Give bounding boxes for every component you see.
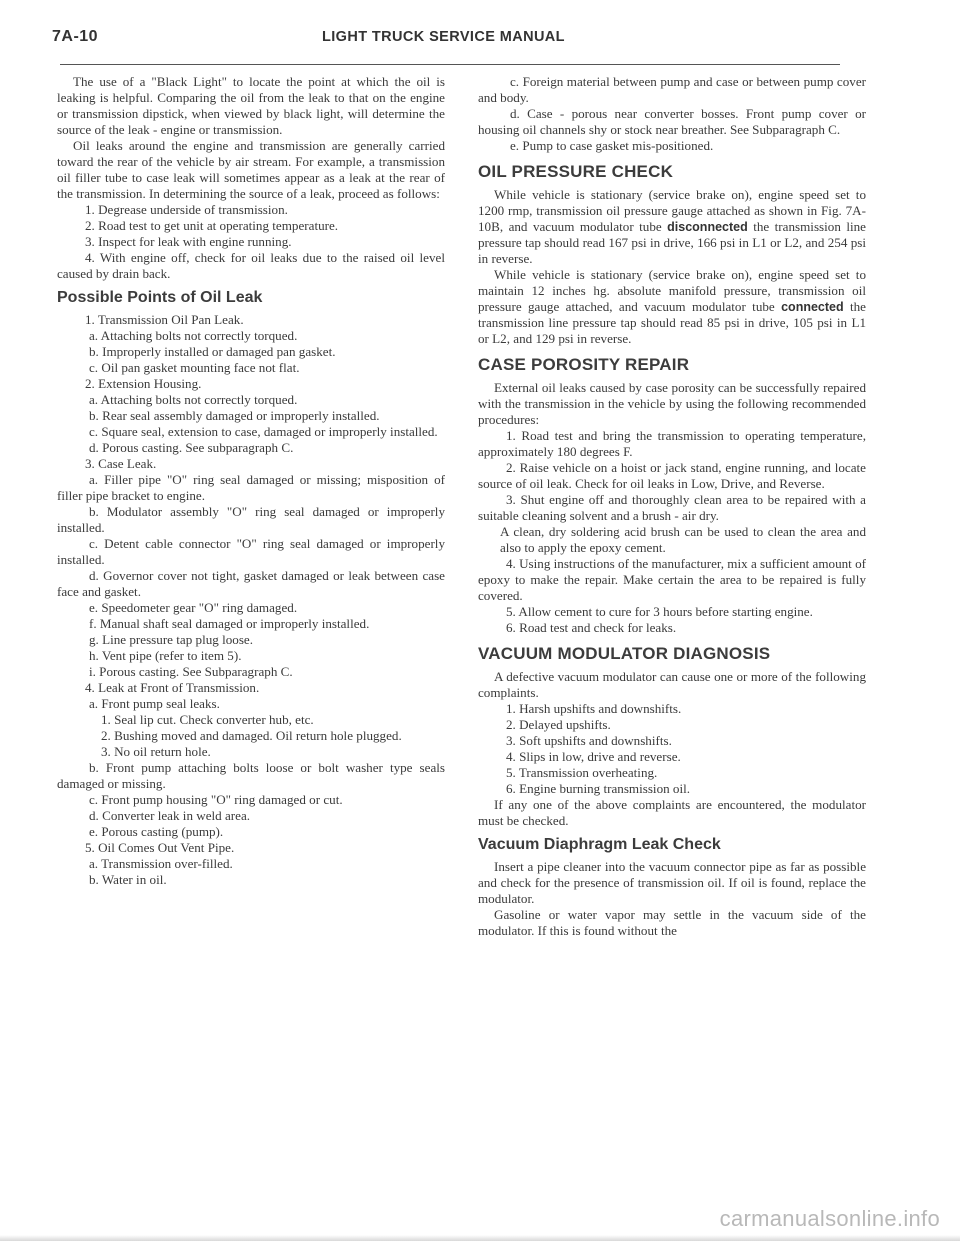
leak-cause: h. Vent pipe (refer to item 5). bbox=[89, 648, 242, 663]
leak-cause: b. Rear seal assembly damaged or improperly installed. bbox=[89, 408, 380, 423]
porosity-step: 4. Using instructions of the manufacturer, mix a sufficient amount of epoxy to make the repair. Make certain the area to be repaired is fully covered. bbox=[478, 556, 866, 603]
list-item: e. Pump to case gasket mis-positioned. bbox=[510, 138, 714, 153]
leak-step: 1. Degrease underside of transmission. bbox=[85, 202, 288, 217]
leak-cause: b. Improperly installed or damaged pan gasket. bbox=[89, 344, 336, 359]
leak-cause: d. Porous casting. See subparagraph C. bbox=[89, 440, 294, 455]
diaphragm-paragraph-1: Insert a pipe cleaner into the vacuum connector pipe as far as possible and check for the presence of transmission oil. If oil is found, replace the modulator. bbox=[478, 859, 866, 906]
leak-cause: a. Transmission over-filled. bbox=[89, 856, 233, 871]
scan-edge bbox=[0, 1235, 960, 1241]
leak-cause: e. Speedometer gear "O" ring damaged. bbox=[89, 600, 298, 615]
porosity-intro: External oil leaks caused by case porosity can be successfully repaired with the transmission in the vehicle by using the following recommended procedures: bbox=[478, 380, 866, 427]
porosity-step: 5. Allow cement to cure for 3 hours before starting engine. bbox=[506, 604, 813, 619]
page-header bbox=[46, 28, 886, 50]
leak-cause: c. Detent cable connector "O" ring seal damaged or improperly installed. bbox=[57, 536, 445, 567]
porosity-step: 1. Road test and bring the transmission to operating temperature, approximately 180 degrees F. bbox=[478, 428, 866, 459]
leak-step: 4. With engine off, check for oil leaks due to the raised oil level caused by drain back. bbox=[57, 250, 445, 281]
leak-cause: b. Water in oil. bbox=[89, 872, 167, 887]
complaint-item: 1. Harsh upshifts and downshifts. bbox=[506, 701, 682, 716]
list-item: c. Foreign material between pump and case or between pump cover and body. bbox=[478, 74, 866, 105]
complaint-item: 4. Slips in low, drive and reverse. bbox=[506, 749, 681, 764]
oil-pressure-paragraph-2: While vehicle is stationary (service brake on), engine speed set to maintain 12 inches hg. absolute manifold pressure, transmission oil pressure gauge attached, and vacuum modulator tube connected the transmission line pressure tap should read 85 psi in drive, 105 psi in L1 or L2, and 129 psi in reverse. bbox=[478, 267, 866, 346]
porosity-step: 6. Road test and check for leaks. bbox=[506, 620, 677, 635]
leak-cause: c. Oil pan gasket mounting face not flat. bbox=[89, 360, 300, 375]
leak-category: 3. Case Leak. bbox=[85, 456, 157, 471]
section-heading-oil-pressure: OIL PRESSURE CHECK bbox=[478, 162, 674, 181]
list-item: d. Case - porous near converter bosses. Front pump cover or housing oil channels shy or stock near breather. See Subparagraph C. bbox=[478, 106, 866, 137]
leak-category: 5. Oil Comes Out Vent Pipe. bbox=[85, 840, 235, 855]
section-heading-vacuum-modulator: VACUUM MODULATOR DIAGNOSIS bbox=[478, 644, 771, 663]
leak-subcause: 3. No oil return hole. bbox=[101, 744, 211, 759]
right-column bbox=[478, 74, 866, 939]
leak-step: 2. Road test to get unit at operating temperature. bbox=[85, 218, 339, 233]
leak-category: 2. Extension Housing. bbox=[85, 376, 202, 391]
leak-subcause: 1. Seal lip cut. Check converter hub, etc. bbox=[101, 712, 314, 727]
complaint-item: 5. Transmission overheating. bbox=[506, 765, 658, 780]
intro-paragraph-2: Oil leaks around the engine and transmission are generally carried toward the rear of the vehicle by air stream. For example, a transmission oil filler tube to case leak will sometimes appear as a leak at the rear of the transmission. In determining the source of a leak, proceed as follows: bbox=[57, 138, 445, 201]
running-title: LIGHT TRUCK SERVICE MANUAL bbox=[322, 29, 565, 45]
leak-cause: b. Modulator assembly "O" ring seal damaged or improperly installed. bbox=[57, 504, 445, 535]
leak-cause: a. Front pump seal leaks. bbox=[89, 696, 220, 711]
leak-cause: g. Line pressure tap plug loose. bbox=[89, 632, 253, 647]
leak-step: 3. Inspect for leak with engine running. bbox=[85, 234, 292, 249]
leak-cause: e. Porous casting (pump). bbox=[89, 824, 224, 839]
leak-cause: a. Filler pipe "O" ring seal damaged or missing; misposition of filler pipe bracket to engine. bbox=[57, 472, 445, 503]
left-column bbox=[57, 74, 445, 888]
page-number: 7A-10 bbox=[52, 28, 99, 45]
intro-paragraph-1: The use of a "Black Light" to locate the point at which the oil is leaking is helpful. Comparing the oil from the leak to that on the engine or transmission dipstick, when viewed by black light, will determine the source of the leak - engine or transmission. bbox=[57, 74, 445, 137]
complaint-item: 2. Delayed upshifts. bbox=[506, 717, 611, 732]
leak-cause: d. Converter leak in weld area. bbox=[89, 808, 251, 823]
leak-subcause: 2. Bushing moved and damaged. Oil return hole plugged. bbox=[101, 728, 402, 743]
header-rule bbox=[60, 64, 840, 65]
leak-cause: c. Front pump housing "O" ring damaged or cut. bbox=[89, 792, 343, 807]
leak-cause: b. Front pump attaching bolts loose or bolt washer type seals damaged or missing. bbox=[57, 760, 445, 791]
diaphragm-paragraph-2: Gasoline or water vapor may settle in the vacuum side of the modulator. If this is found without the bbox=[478, 907, 866, 938]
leak-points-list bbox=[57, 312, 445, 888]
leak-category: 1. Transmission Oil Pan Leak. bbox=[85, 312, 244, 327]
porosity-step: 3. Shut engine off and thoroughly clean area to be repaired with a suitable cleaning solvent and a brush - air dry. bbox=[478, 492, 866, 523]
oil-pressure-paragraph-1: While vehicle is stationary (service brake on), engine speed set to 1200 rmp, transmission oil pressure gauge attached as shown in Fig. 7A-10B, and vacuum modulator tube disconnected the transmission line pressure tap should read 167 psi in drive, 166 psi in L1 or L2, and 254 psi in reverse. bbox=[478, 187, 866, 266]
section-heading-oil-leak-points: Possible Points of Oil Leak bbox=[57, 289, 263, 306]
leak-category: 4. Leak at Front of Transmission. bbox=[85, 680, 260, 695]
complaint-item: 3. Soft upshifts and downshifts. bbox=[506, 733, 672, 748]
bold-term: connected bbox=[781, 300, 844, 314]
leak-cause: a. Attaching bolts not correctly torqued. bbox=[89, 392, 298, 407]
porosity-step: 2. Raise vehicle on a hoist or jack stand, engine running, and locate source of oil leak. Check for oil leaks in Low, Drive, and Reverse. bbox=[478, 460, 866, 491]
vacuum-intro: A defective vacuum modulator can cause one or more of the following complaints. bbox=[478, 669, 866, 700]
section-heading-diaphragm-leak: Vacuum Diaphragm Leak Check bbox=[478, 836, 721, 853]
bold-term: disconnected bbox=[667, 220, 748, 234]
leak-cause: f. Manual shaft seal damaged or improperly installed. bbox=[89, 616, 370, 631]
leak-cause: i. Porous casting. See Subparagraph C. bbox=[89, 664, 293, 679]
leak-cause: c. Square seal, extension to case, damaged or improperly installed. bbox=[89, 424, 438, 439]
porosity-note: A clean, dry soldering acid brush can be used to clean the area and also to apply the epoxy cement. bbox=[500, 524, 866, 555]
leak-cause: a. Attaching bolts not correctly torqued. bbox=[89, 328, 298, 343]
section-heading-case-porosity: CASE POROSITY REPAIR bbox=[478, 355, 690, 374]
complaint-item: 6. Engine burning transmission oil. bbox=[506, 781, 691, 796]
vacuum-outro: If any one of the above complaints are encountered, the modulator must be checked. bbox=[478, 797, 866, 828]
leak-cause: d. Governor cover not tight, gasket damaged or leak between case face and gasket. bbox=[57, 568, 445, 599]
watermark: carmanualsonline.info bbox=[719, 1206, 940, 1231]
